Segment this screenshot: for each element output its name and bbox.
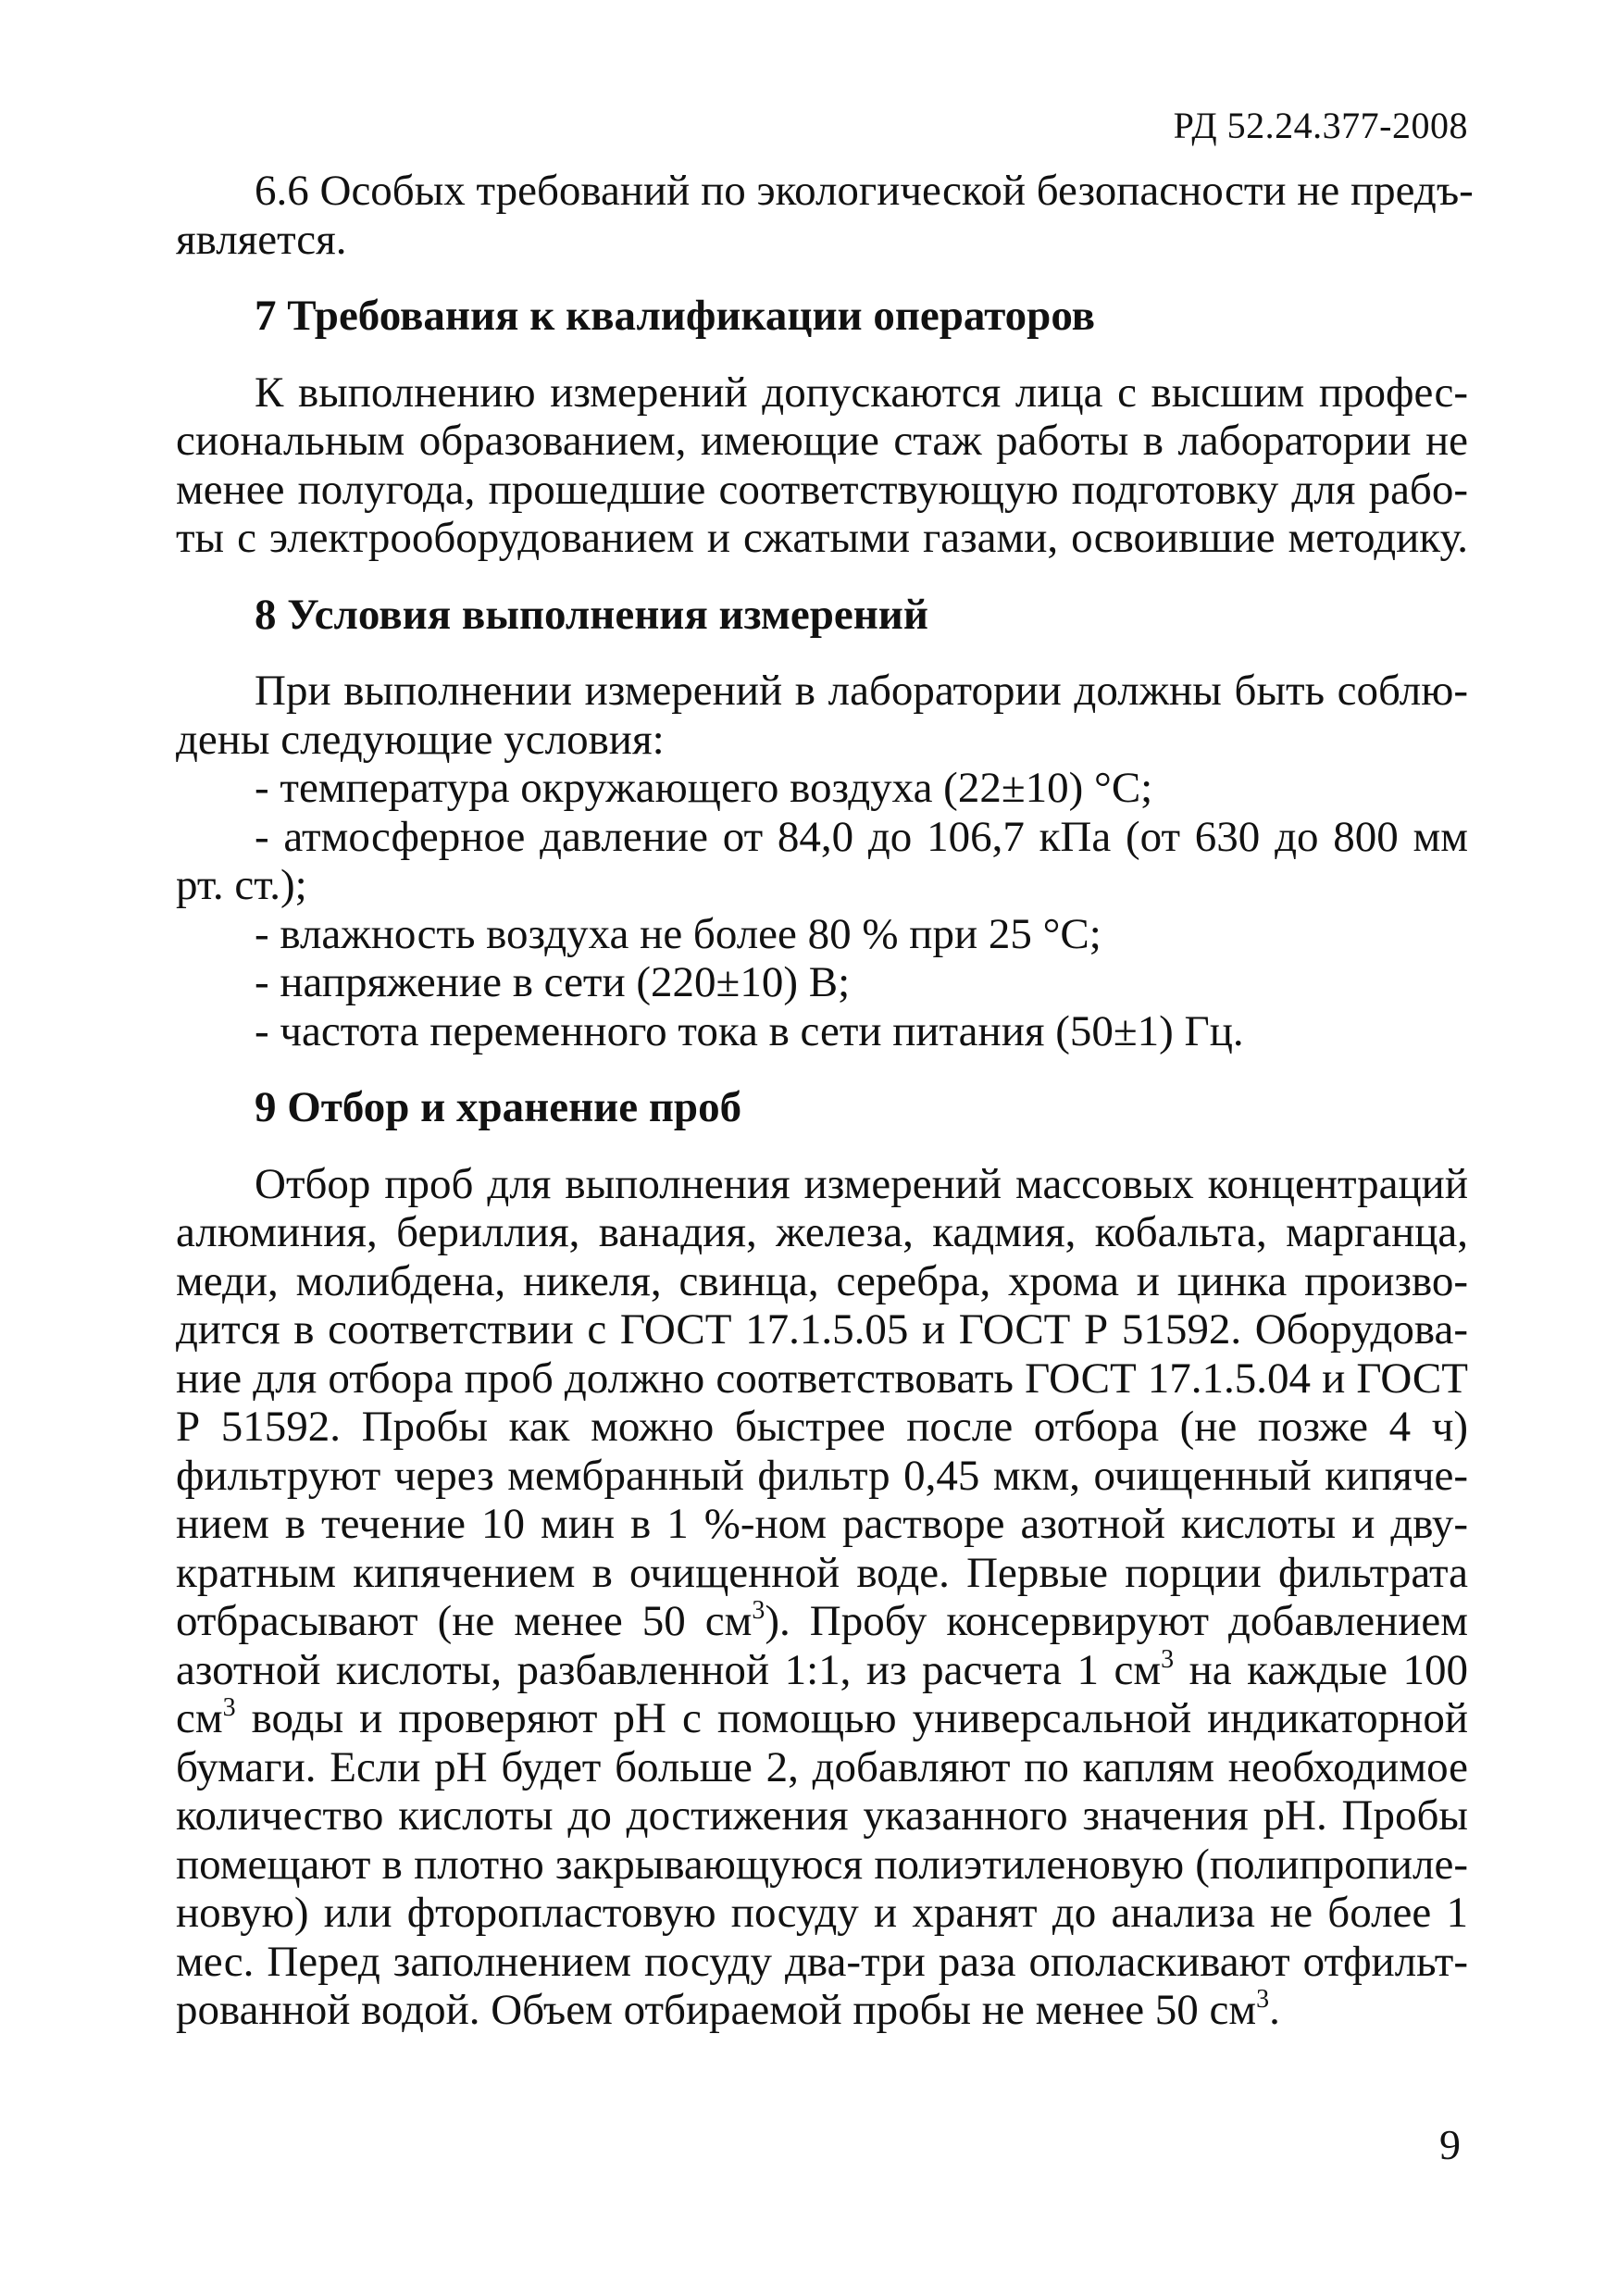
page-content	[176, 167, 1474, 2035]
superscript: 3	[752, 1596, 765, 1625]
paragraph-line: 6.6 Особых требований по экологической безопасности не предъ-	[255, 167, 1474, 215]
section-7-body	[176, 368, 1468, 563]
paragraph-line: Отбор проб для выполнения измерений массовых концентраций	[255, 1159, 1468, 1208]
section-9-body	[176, 1160, 1468, 2035]
paragraph-line: помещают в плотно закрывающуюся полиэтиленовую (полипропиле-	[176, 1840, 1468, 1889]
paragraph-line: меди, молибдена, никеля, свинца, серебра, хрома и цинка произво-	[176, 1256, 1468, 1305]
text-run: рованной водой. Объем отбираемой пробы не менее 50 см	[176, 1986, 1257, 2034]
paragraph-line: рт. ст.);	[176, 861, 307, 909]
condition-item: - температура окружающего воздуха (22±10) °С;	[255, 764, 1153, 812]
paragraph-line: дены следующие условия:	[176, 715, 665, 764]
paragraph-line: дится в соответствии с ГОСТ 17.1.5.05 и ГОСТ Р 51592. Оборудова-	[176, 1305, 1468, 1354]
text-run: отбрасывают (не менее 50 см	[176, 1597, 753, 1645]
paragraph-line: количество кислоты до достижения указанного значения рН. Пробы	[176, 1791, 1468, 1840]
superscript: 3	[1161, 1644, 1175, 1674]
paragraph-line: алюминия, бериллия, ванадия, железа, кадмия, кобальта, марганца,	[176, 1208, 1468, 1256]
paragraph-line: мес. Перед заполнением посуду два-три раза ополаскивают отфильт-	[176, 1937, 1468, 1986]
paragraph-line: менее полугода, прошедшие соответствующую подготовку для рабо-	[176, 465, 1468, 514]
condition-item: - влажность воздуха не более 80 % при 25 °С;	[255, 909, 1101, 958]
paragraph-line: новую) или фторопластовую посуду и хранят до анализа не более 1	[176, 1889, 1468, 1937]
text-run: см	[176, 1694, 223, 1742]
paragraph-line	[176, 1646, 1468, 1695]
text-run: азотной кислоты, разбавленной 1:1, из расчета 1 см	[176, 1645, 1162, 1694]
paragraph-line	[176, 1597, 1468, 1646]
section-8-body	[176, 667, 1468, 1055]
paragraph-line: бумаги. Если рН будет больше 2, добавляют по каплям необходимое	[176, 1742, 1468, 1791]
document-code: РД 52.24.377-2008	[1173, 105, 1468, 146]
paragraph-line: ты с электрооборудованием и сжатыми газами, освоившие методику.	[176, 514, 1468, 562]
section-9-heading: 9 Отбор и хранение проб	[255, 1083, 742, 1131]
paragraph-line	[176, 1694, 1468, 1743]
text-run: .	[1269, 1986, 1280, 2034]
page-number: 9	[1439, 2121, 1461, 2168]
paragraph-line: К выполнению измерений допускаются лица с высшим профес-	[255, 368, 1468, 417]
text-run: на каждые 100	[1174, 1645, 1468, 1694]
section-8-heading: 8 Условия выполнения измерений	[255, 590, 928, 639]
text-run: ). Пробу консервируют добавлением	[765, 1597, 1468, 1645]
paragraph-line: сиональным образованием, имеющие стаж работы в лаборатории не	[176, 417, 1468, 465]
text-run: воды и проверяют рН с помощью универсальной индикаторной	[235, 1694, 1468, 1742]
paragraph-line: нием в течение 10 мин в 1 %-ном растворе азотной кислоты и дву-	[176, 1500, 1468, 1548]
paragraph-line: Р 51592. Пробы как можно быстрее после отбора (не позже 4 ч)	[176, 1403, 1468, 1451]
condition-item: - напряжение в сети (220±10) В;	[255, 958, 851, 1006]
superscript: 3	[1256, 1985, 1270, 2014]
paragraph-line: При выполнении измерений в лаборатории должны быть соблю-	[255, 667, 1468, 715]
section-6-6	[176, 167, 1474, 264]
section-7-heading: 7 Требования к квалификации операторов	[255, 292, 1096, 340]
condition-item: - частота переменного тока в сети питания (50±1) Гц.	[255, 1006, 1244, 1055]
paragraph-line: ние для отбора проб должно соответствовать ГОСТ 17.1.5.04 и ГОСТ	[176, 1354, 1468, 1403]
condition-item: - атмосферное давление от 84,0 до 106,7 кПа (от 630 до 800 мм	[255, 812, 1468, 861]
paragraph-line: является.	[176, 215, 347, 264]
paragraph-line: кратным кипячением в очищенной воде. Первые порции фильтрата	[176, 1548, 1468, 1597]
paragraph-line	[176, 1986, 1468, 2035]
superscript: 3	[222, 1693, 236, 1722]
paragraph-line: фильтруют через мембранный фильтр 0,45 мкм, очищенный кипяче-	[176, 1451, 1468, 1500]
